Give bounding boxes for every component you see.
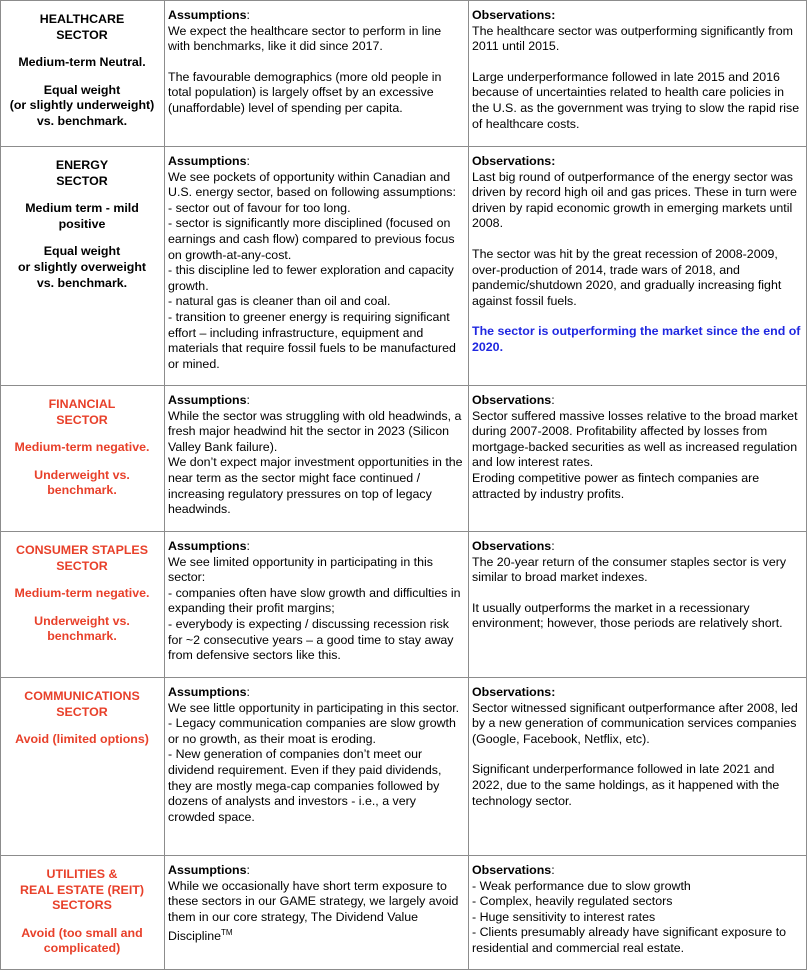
sector-stance: Medium-term Neutral.: [18, 55, 146, 70]
observations-heading: Observations:: [472, 685, 556, 699]
sector-cell-financial: [1, 386, 165, 532]
list-item: - Weak performance due to slow growth: [472, 878, 691, 893]
list-item: - sector is significantly more disciplined (focused on earnings and cash flow) compared to previous focus on growth-at-any-cost.: [168, 216, 455, 262]
sector-stance: Medium-term negative.: [14, 440, 150, 455]
sector-stance: Medium-term negative.: [14, 586, 150, 601]
sector-cell-healthcare: [1, 1, 165, 147]
assumption-text: [168, 879, 464, 946]
table-row-energy: [1, 147, 807, 386]
observation-highlight: The sector is outperforming the market since the end of 2020.: [472, 324, 801, 354]
list-item: - everybody is expecting / discussing recession risk for ~2 consecutive years – a good time to stay away from defensive sectors like this.: [168, 616, 454, 663]
observation-text: The healthcare sector was outperforming significantly from 2011 until 2015.: [472, 23, 793, 54]
observations-cell-communications: [469, 678, 807, 856]
list-item: - companies often have slow growth and difficulties in expanding their profit margins;: [168, 585, 461, 616]
assumptions-cell-financial: Assumptions: While the sector was struggling with old headwinds, a fresh major headwind hit the sector in 2023 (Silicon Valley Bank failure). We don’t expect major investment opportunities in the near term as the sector might face continued / increasing regulatory pressures on top of legacy headwinds.: [165, 386, 469, 532]
sector-weight: (or slightly underweight): [9, 98, 155, 113]
sector-stance: Medium term - mild: [25, 201, 139, 216]
list-item: - transition to greener energy is requiring significant effort – including infrastructure, equipment and materials that require fossil fuels to be manufactured or mined.: [168, 309, 456, 371]
observation-text: Large underperformance followed in late 2015 and 2016 because of uncertainties related to health care policies in the U.S. as the government was trying to slow the rapid rise of healthcare costs.: [472, 69, 800, 131]
sector-name: COMMUNICATIONS: [24, 689, 140, 703]
assumptions-heading: Assumptions: [168, 685, 247, 699]
assumption-intro: We see little opportunity in participating in this sector.: [168, 700, 460, 715]
assumptions-heading: Assumptions: [168, 8, 247, 22]
sector-weight: vs. benchmark.: [36, 275, 128, 290]
sector-name: SECTOR: [56, 27, 108, 42]
table-row-communications: [1, 678, 807, 856]
sector-stance: Avoid (too small and: [21, 925, 143, 940]
sector-name: ENERGY: [55, 158, 109, 172]
sector-weight: Underweight vs.: [34, 613, 130, 628]
sector-cell-consumer-staples: [1, 532, 165, 678]
sector-name: SECTOR: [56, 173, 108, 188]
list-item: - Clients presumably already have significant exposure to residential and commercial real estate.: [472, 925, 787, 955]
assumptions-heading: Assumptions: [168, 539, 247, 553]
observations-heading: Observations:: [472, 154, 556, 168]
sector-name: UTILITIES &: [46, 867, 118, 881]
sector-name: HEALTHCARE: [39, 12, 125, 26]
assumptions-heading: Assumptions: [168, 154, 247, 168]
sector-name: SECTOR: [56, 412, 108, 427]
sector-name: FINANCIAL: [48, 397, 116, 411]
assumption-text: While the sector was struggling with old headwinds, a fresh major headwind hit the sector in 2023 (Silicon Valley Bank failure).: [168, 408, 462, 454]
observations-heading: Observations: [472, 393, 552, 407]
table-row-consumer-staples: [1, 532, 807, 678]
observation-text: Last big round of outperformance of the energy sector was driven by record high oil and gas prices. These in turn were driven by rapid economic growth in emerging markets until 2008.: [472, 169, 797, 231]
sector-name: SECTORS: [52, 898, 112, 913]
observation-text: Significant underperformance followed in late 2021 and 2022, due to the same holdings, as it happened with the technology sector.: [472, 762, 780, 808]
assumption-intro: We see pockets of opportunity within Canadian and U.S. energy sector, based on following assumptions:: [168, 169, 456, 200]
assumption-intro: We see limited opportunity in participating in this sector:: [168, 554, 433, 585]
sector-stance: positive: [58, 216, 106, 231]
list-item: - sector out of favour for too long.: [168, 200, 351, 215]
sector-stance: Avoid (limited options): [15, 732, 149, 747]
list-item: - Complex, heavily regulated sectors: [472, 894, 673, 909]
observation-text: It usually outperforms the market in a recessionary environment; however, those periods are relatively short.: [472, 600, 783, 631]
sector-cell-utilities-real-estate: [1, 856, 165, 970]
sector-cell-energy: [1, 147, 165, 386]
sector-weight: benchmark.: [47, 483, 117, 498]
list-item: - Legacy communication companies are slow growth or no growth, as their moat is eroding.: [168, 716, 456, 746]
sector-cell-communications: [1, 678, 165, 856]
observation-text: Sector suffered massive losses relative to the broad market during 2007-2008. Profitability affected by losses from mortgage-backed securities as well as increased regulation and low interest rates.: [472, 408, 798, 470]
assumption-text-body: While we occasionally have short term exposure to these sectors in our GAME strategy, we largely avoid them in our core strategy, The Dividend Value Discipline: [168, 878, 459, 944]
observations-cell-utilities-real-estate: Observations: - Weak performance due to slow growth - Complex, heavily regulated sectors - Huge sensitivity to interest rates - Clients presumably already have significant exposure to residential and commercial real estate.: [469, 856, 807, 970]
observation-text: Eroding competitive power as fintech companies are attracted by industry profits.: [472, 470, 760, 501]
assumption-text: We expect the healthcare sector to perform in line with benchmarks, like it did since 2017.: [168, 23, 442, 54]
list-item: - natural gas is cleaner than oil and coal.: [168, 294, 391, 309]
table-row-financial: [1, 386, 807, 532]
observations-cell-energy: [469, 147, 807, 386]
list-item: - this discipline led to fewer exploration and capacity growth.: [168, 263, 454, 293]
list-item: - Huge sensitivity to interest rates: [472, 909, 656, 924]
assumptions-cell-utilities-real-estate: Assumptions: While we occasionally have short term exposure to these sectors in our GAME strategy, we largely avoid them in our core strategy, The Dividend Value Discipline™: [165, 856, 469, 970]
table-row-utilities-real-estate: [1, 856, 807, 970]
assumptions-cell-consumer-staples: Assumptions: We see limited opportunity in participating in this sector: - companies often have slow growth and difficulties in expanding their profit margins; - everybody is expecting / discussing recession risk for ~2 consecutive years – a good time to stay away from defensive sectors like this.: [165, 532, 469, 678]
observations-cell-healthcare: [469, 1, 807, 147]
observation-text: The 20-year return of the consumer staples sector is very similar to broad market indexes.: [472, 554, 787, 585]
list-item: - New generation of companies don’t meet our dividend requirement. Even if they paid dividends, they are mostly mega-cap companies followed by dozens of analysts and investors - i.e., a very crowded space.: [168, 747, 442, 824]
observations-cell-financial: Observations: Sector suffered massive losses relative to the broad market during 2007-2008. Profitability affected by losses from mortgage-backed securities as well as increased regulation and low interest rates. Eroding competitive power as fintech companies are attracted by industry profits.: [469, 386, 807, 532]
trademark-mark: TM: [221, 928, 233, 938]
observation-text: The sector was hit by the great recession of 2008-2009, over-production of 2014, trade wars of 2018, and pandemic/shutdown 2020, and gradually increasing fight against fossil fuels.: [472, 246, 782, 308]
assumptions-cell-communications: Assumptions: We see little opportunity in participating in this sector. - Legacy communication companies are slow growth or no growth, as their moat is eroding. - New generation of companies don’t meet our dividend requirement. Even if they paid dividends, they are mostly mega-cap companies followed by dozens of analysts and investors - i.e., a very crowded space.: [165, 678, 469, 856]
sector-stance: complicated): [43, 941, 121, 956]
sector-weight: Equal weight: [43, 244, 121, 259]
sector-name: SECTOR: [56, 558, 108, 573]
sector-name: CONSUMER STAPLES: [16, 543, 148, 557]
sector-weight: Underweight vs.: [34, 467, 130, 482]
observation-text: Sector witnessed significant outperformance after 2008, led by a new generation of communication services companies (Google, Facebook, Netflix, etc).: [472, 700, 798, 746]
observations-heading: Observations:: [472, 8, 556, 22]
assumptions-cell-energy: Assumptions: We see pockets of opportunity within Canadian and U.S. energy sector, based on following assumptions: - sector out of favour for too long. - sector is significantly more disciplined (focused on earnings and cash flow) compared to previous focus on growth-at-any-cost. - this discipline led to fewer exploration and capacity growth. - natural gas is cleaner than oil and coal. - transition to greener energy is requiring significant effort – including infrastructure, equipment and materials that require fossil fuels to be manufactured or mined.: [165, 147, 469, 386]
assumption-text: We don’t expect major investment opportunities in the near term as the sector might face continued / increasing regulatory pressures on top of legacy headwinds.: [168, 455, 463, 517]
table-row-healthcare: [1, 1, 807, 147]
sector-weight: benchmark.: [47, 629, 117, 644]
sector-weight: vs. benchmark.: [36, 113, 128, 128]
assumptions-heading: Assumptions: [168, 863, 247, 877]
sector-weight: or slightly overweight: [17, 259, 147, 274]
assumptions-heading: Assumptions: [168, 393, 247, 407]
observations-cell-consumer-staples: Observations: The 20-year return of the consumer staples sector is very similar to broad market indexes. It usually outperforms the market in a recessionary environment; however, those periods are relatively short.: [469, 532, 807, 678]
sector-name: SECTOR: [56, 704, 108, 719]
observations-heading: Observations: [472, 539, 552, 553]
assumptions-cell-healthcare: Assumptions: We expect the healthcare sector to perform in line with benchmarks, like it did since 2017. The favourable demographics (more old people in total population) is largely offset by an excessive (unaffordable) level of spending per capita.: [165, 1, 469, 147]
observations-heading: Observations: [472, 863, 552, 877]
assumption-text: The favourable demographics (more old people in total population) is largely offset by an excessive (unaffordable) level of spending per capita.: [168, 69, 442, 115]
sector-weight: Equal weight: [43, 82, 121, 97]
sector-name: REAL ESTATE (REIT): [20, 882, 144, 897]
